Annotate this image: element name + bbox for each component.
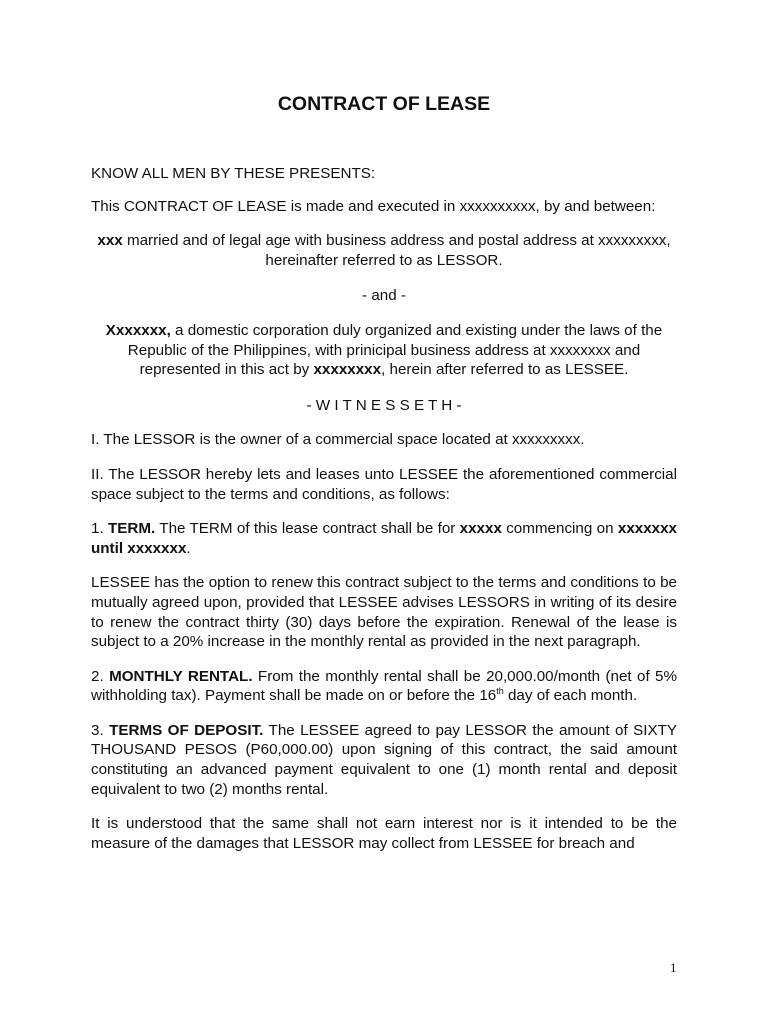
witnesseth-heading: - W I T N E S S E T H - bbox=[306, 396, 462, 414]
document-title: CONTRACT OF LEASE bbox=[277, 93, 491, 115]
term-duration: xxxxx bbox=[459, 520, 502, 538]
lessor-details: married and of legal age with business address and postal address at xxxxxxxxx, hereinafter referred to as LESSOR. bbox=[122, 232, 671, 269]
lessee-representative: xxxxxxxx bbox=[313, 361, 382, 379]
term-dates: xxxxxxx until xxxxxxx bbox=[91, 520, 678, 557]
page-number: 1 bbox=[670, 960, 677, 975]
rental-heading: MONTHLY RENTAL. bbox=[109, 667, 253, 685]
term-clause bbox=[91, 519, 677, 558]
deposit-number: 3. bbox=[91, 721, 110, 739]
deposit-heading: TERMS OF DEPOSIT. bbox=[109, 721, 264, 739]
rental-number: 2. bbox=[91, 667, 110, 685]
ordinal-suffix: th bbox=[496, 686, 504, 697]
term-heading: TERM. bbox=[108, 520, 156, 538]
term-end: . bbox=[186, 539, 191, 557]
interest-paragraph: It is understood that the same shall not earn interest nor is it intended to be the measure of the damages that LESSOR may collect from LESSEE for breach and bbox=[91, 815, 677, 852]
lessee-details: a domestic corporation duly organized and existing under the laws of the Republic of the Philippines, with prinicipal business address at xxxxxxxx and represented in this act by bbox=[127, 321, 663, 379]
term-text: The TERM of this lease contract shall be for bbox=[155, 520, 460, 538]
lessee-details-end: , herein after referred to as LESSEE. bbox=[381, 361, 629, 379]
rental-clause bbox=[91, 667, 677, 706]
renewal-paragraph: LESSEE has the option to renew this contract subject to the terms and conditions to be mutually agreed upon, provided that LESSEE advises LESSORS in writing of its desire to renew the contract thirty (30) days before the expiration. Renewal of the lease is subject to a 20% increase in the monthly rental as provided in the next paragraph. bbox=[91, 574, 677, 651]
clause-II: II. The LESSOR hereby lets and leases unto LESSEE the aforementioned commercial space subject to the terms and conditions, as follows: bbox=[91, 465, 677, 503]
document-body bbox=[91, 92, 677, 853]
deposit-text: The LESSEE agreed to pay LESSOR the amount of SIXTY THOUSAND PESOS (P60,000.00) upon signing of this contract, the said amount constituting an advanced payment equivalent to one (1) month rental and deposit equivalent to two (2) months rental. bbox=[91, 721, 677, 798]
lessee-name: Xxxxxxx, bbox=[105, 321, 171, 339]
clause-I: I. The LESSOR is the owner of a commercial space located at xxxxxxxxx. bbox=[91, 431, 585, 449]
term-number: 1. bbox=[91, 520, 108, 538]
term-text-2: commencing on bbox=[501, 520, 618, 538]
rental-text-2: day of each month. bbox=[503, 687, 638, 705]
intro-line: KNOW ALL MEN BY THESE PRESENTS: bbox=[91, 165, 376, 182]
lessor-paragraph bbox=[91, 231, 677, 270]
lessee-paragraph bbox=[91, 321, 677, 380]
and-separator: - and - bbox=[362, 287, 406, 305]
rental-text: From the monthly rental shall be 20,000.00/month (net of 5% withholding tax). Payment shall be made on or before the 16 bbox=[91, 667, 677, 705]
lessor-name: xxx bbox=[97, 232, 123, 250]
deposit-clause bbox=[91, 721, 677, 799]
execution-paragraph: This CONTRACT OF LEASE is made and executed in xxxxxxxxxx, by and between: bbox=[91, 197, 656, 215]
